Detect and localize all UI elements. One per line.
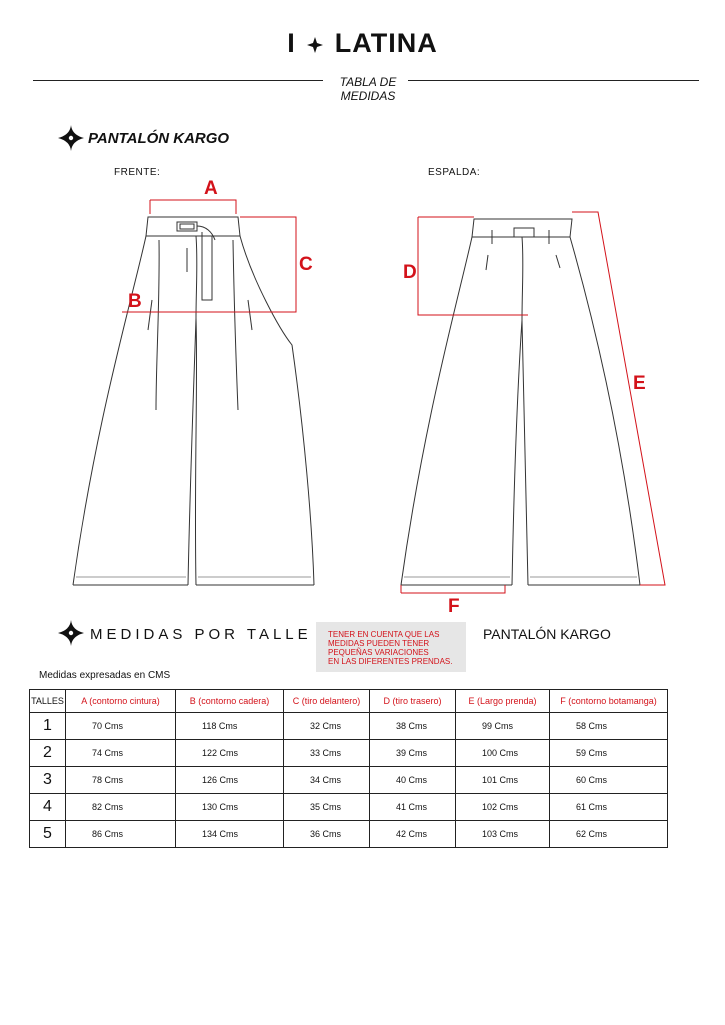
size-cell: 3 bbox=[30, 767, 66, 794]
table-cell: 61 Cms bbox=[550, 794, 668, 821]
table-cell: 41 Cms bbox=[370, 794, 456, 821]
table-cell: 134 Cms bbox=[176, 821, 284, 848]
garment-title: PANTALÓN KARGO bbox=[88, 130, 230, 147]
table-cell: 126 Cms bbox=[176, 767, 284, 794]
size-cell: 4 bbox=[30, 794, 66, 821]
size-cell: 5 bbox=[30, 821, 66, 848]
brand-right: LATINA bbox=[334, 28, 438, 58]
table-cell: 59 Cms bbox=[550, 740, 668, 767]
table-cell: 33 Cms bbox=[284, 740, 370, 767]
column-header: E (Largo prenda) bbox=[456, 690, 550, 713]
measure-label-f: F bbox=[448, 596, 460, 617]
table-cell: 35 Cms bbox=[284, 794, 370, 821]
table-row bbox=[30, 713, 668, 740]
size-chart-table bbox=[29, 689, 668, 848]
table-cell: 39 Cms bbox=[370, 740, 456, 767]
document-title-line1: TABLA DE bbox=[339, 75, 397, 89]
table-cell: 102 Cms bbox=[456, 794, 550, 821]
table-cell: 100 Cms bbox=[456, 740, 550, 767]
measure-label-e: E bbox=[633, 373, 646, 394]
variation-note-line: MEDIDAS PUEDEN TENER bbox=[328, 639, 430, 648]
column-header: D (tiro trasero) bbox=[370, 690, 456, 713]
front-view-label: FRENTE: bbox=[114, 167, 161, 178]
table-cell: 74 Cms bbox=[66, 740, 176, 767]
table-cell: 36 Cms bbox=[284, 821, 370, 848]
table-cell: 62 Cms bbox=[550, 821, 668, 848]
column-header: A (contorno cintura) bbox=[66, 690, 176, 713]
product-name: PANTALÓN KARGO bbox=[483, 626, 611, 642]
table-cell: 118 Cms bbox=[176, 713, 284, 740]
table-cell: 78 Cms bbox=[66, 767, 176, 794]
table-row bbox=[30, 740, 668, 767]
column-header: B (contorno cadera) bbox=[176, 690, 284, 713]
table-row bbox=[30, 794, 668, 821]
table-cell: 103 Cms bbox=[456, 821, 550, 848]
size-cell: 2 bbox=[30, 740, 66, 767]
units-note: Medidas expresadas en CMS bbox=[39, 670, 171, 681]
table-cell: 82 Cms bbox=[66, 794, 176, 821]
table-cell: 38 Cms bbox=[370, 713, 456, 740]
table-cell: 99 Cms bbox=[456, 713, 550, 740]
table-row bbox=[30, 821, 668, 848]
table-cell: 86 Cms bbox=[66, 821, 176, 848]
measure-label-b: B bbox=[128, 291, 142, 312]
variation-note-line: TENER EN CUENTA QUE LAS bbox=[328, 630, 440, 639]
variation-note bbox=[316, 622, 466, 672]
table-cell: 122 Cms bbox=[176, 740, 284, 767]
front-pants-outline bbox=[73, 217, 314, 585]
brand-left: I bbox=[287, 28, 296, 58]
table-cell: 130 Cms bbox=[176, 794, 284, 821]
diamond-star-icon bbox=[58, 620, 84, 646]
document-title-line2: MEDIDAS bbox=[340, 89, 396, 103]
measure-label-c: C bbox=[299, 254, 313, 275]
size-cell: 1 bbox=[30, 713, 66, 740]
measure-label-d: D bbox=[403, 262, 417, 283]
variation-note-line: EN LAS DIFERENTES PRENDAS. bbox=[328, 657, 453, 666]
sizes-section-title: MEDIDAS POR TALLE bbox=[90, 626, 312, 643]
measure-label-a: A bbox=[204, 178, 218, 199]
column-header: TALLES bbox=[30, 690, 66, 713]
back-pants-outline bbox=[401, 219, 640, 585]
measurement-lines bbox=[122, 200, 665, 593]
column-header: C (tiro delantero) bbox=[284, 690, 370, 713]
back-view-label: ESPALDA: bbox=[428, 167, 481, 178]
table-cell: 70 Cms bbox=[66, 713, 176, 740]
table-cell: 40 Cms bbox=[370, 767, 456, 794]
table-cell: 34 Cms bbox=[284, 767, 370, 794]
table-header-row bbox=[30, 690, 668, 713]
table-row bbox=[30, 767, 668, 794]
table-cell: 60 Cms bbox=[550, 767, 668, 794]
variation-note-line: PEQUEÑAS VARIACIONES bbox=[328, 648, 429, 657]
table-cell: 101 Cms bbox=[456, 767, 550, 794]
table-cell: 42 Cms bbox=[370, 821, 456, 848]
column-header: F (contorno botamanga) bbox=[550, 690, 668, 713]
table-cell: 58 Cms bbox=[550, 713, 668, 740]
table-cell: 32 Cms bbox=[284, 713, 370, 740]
